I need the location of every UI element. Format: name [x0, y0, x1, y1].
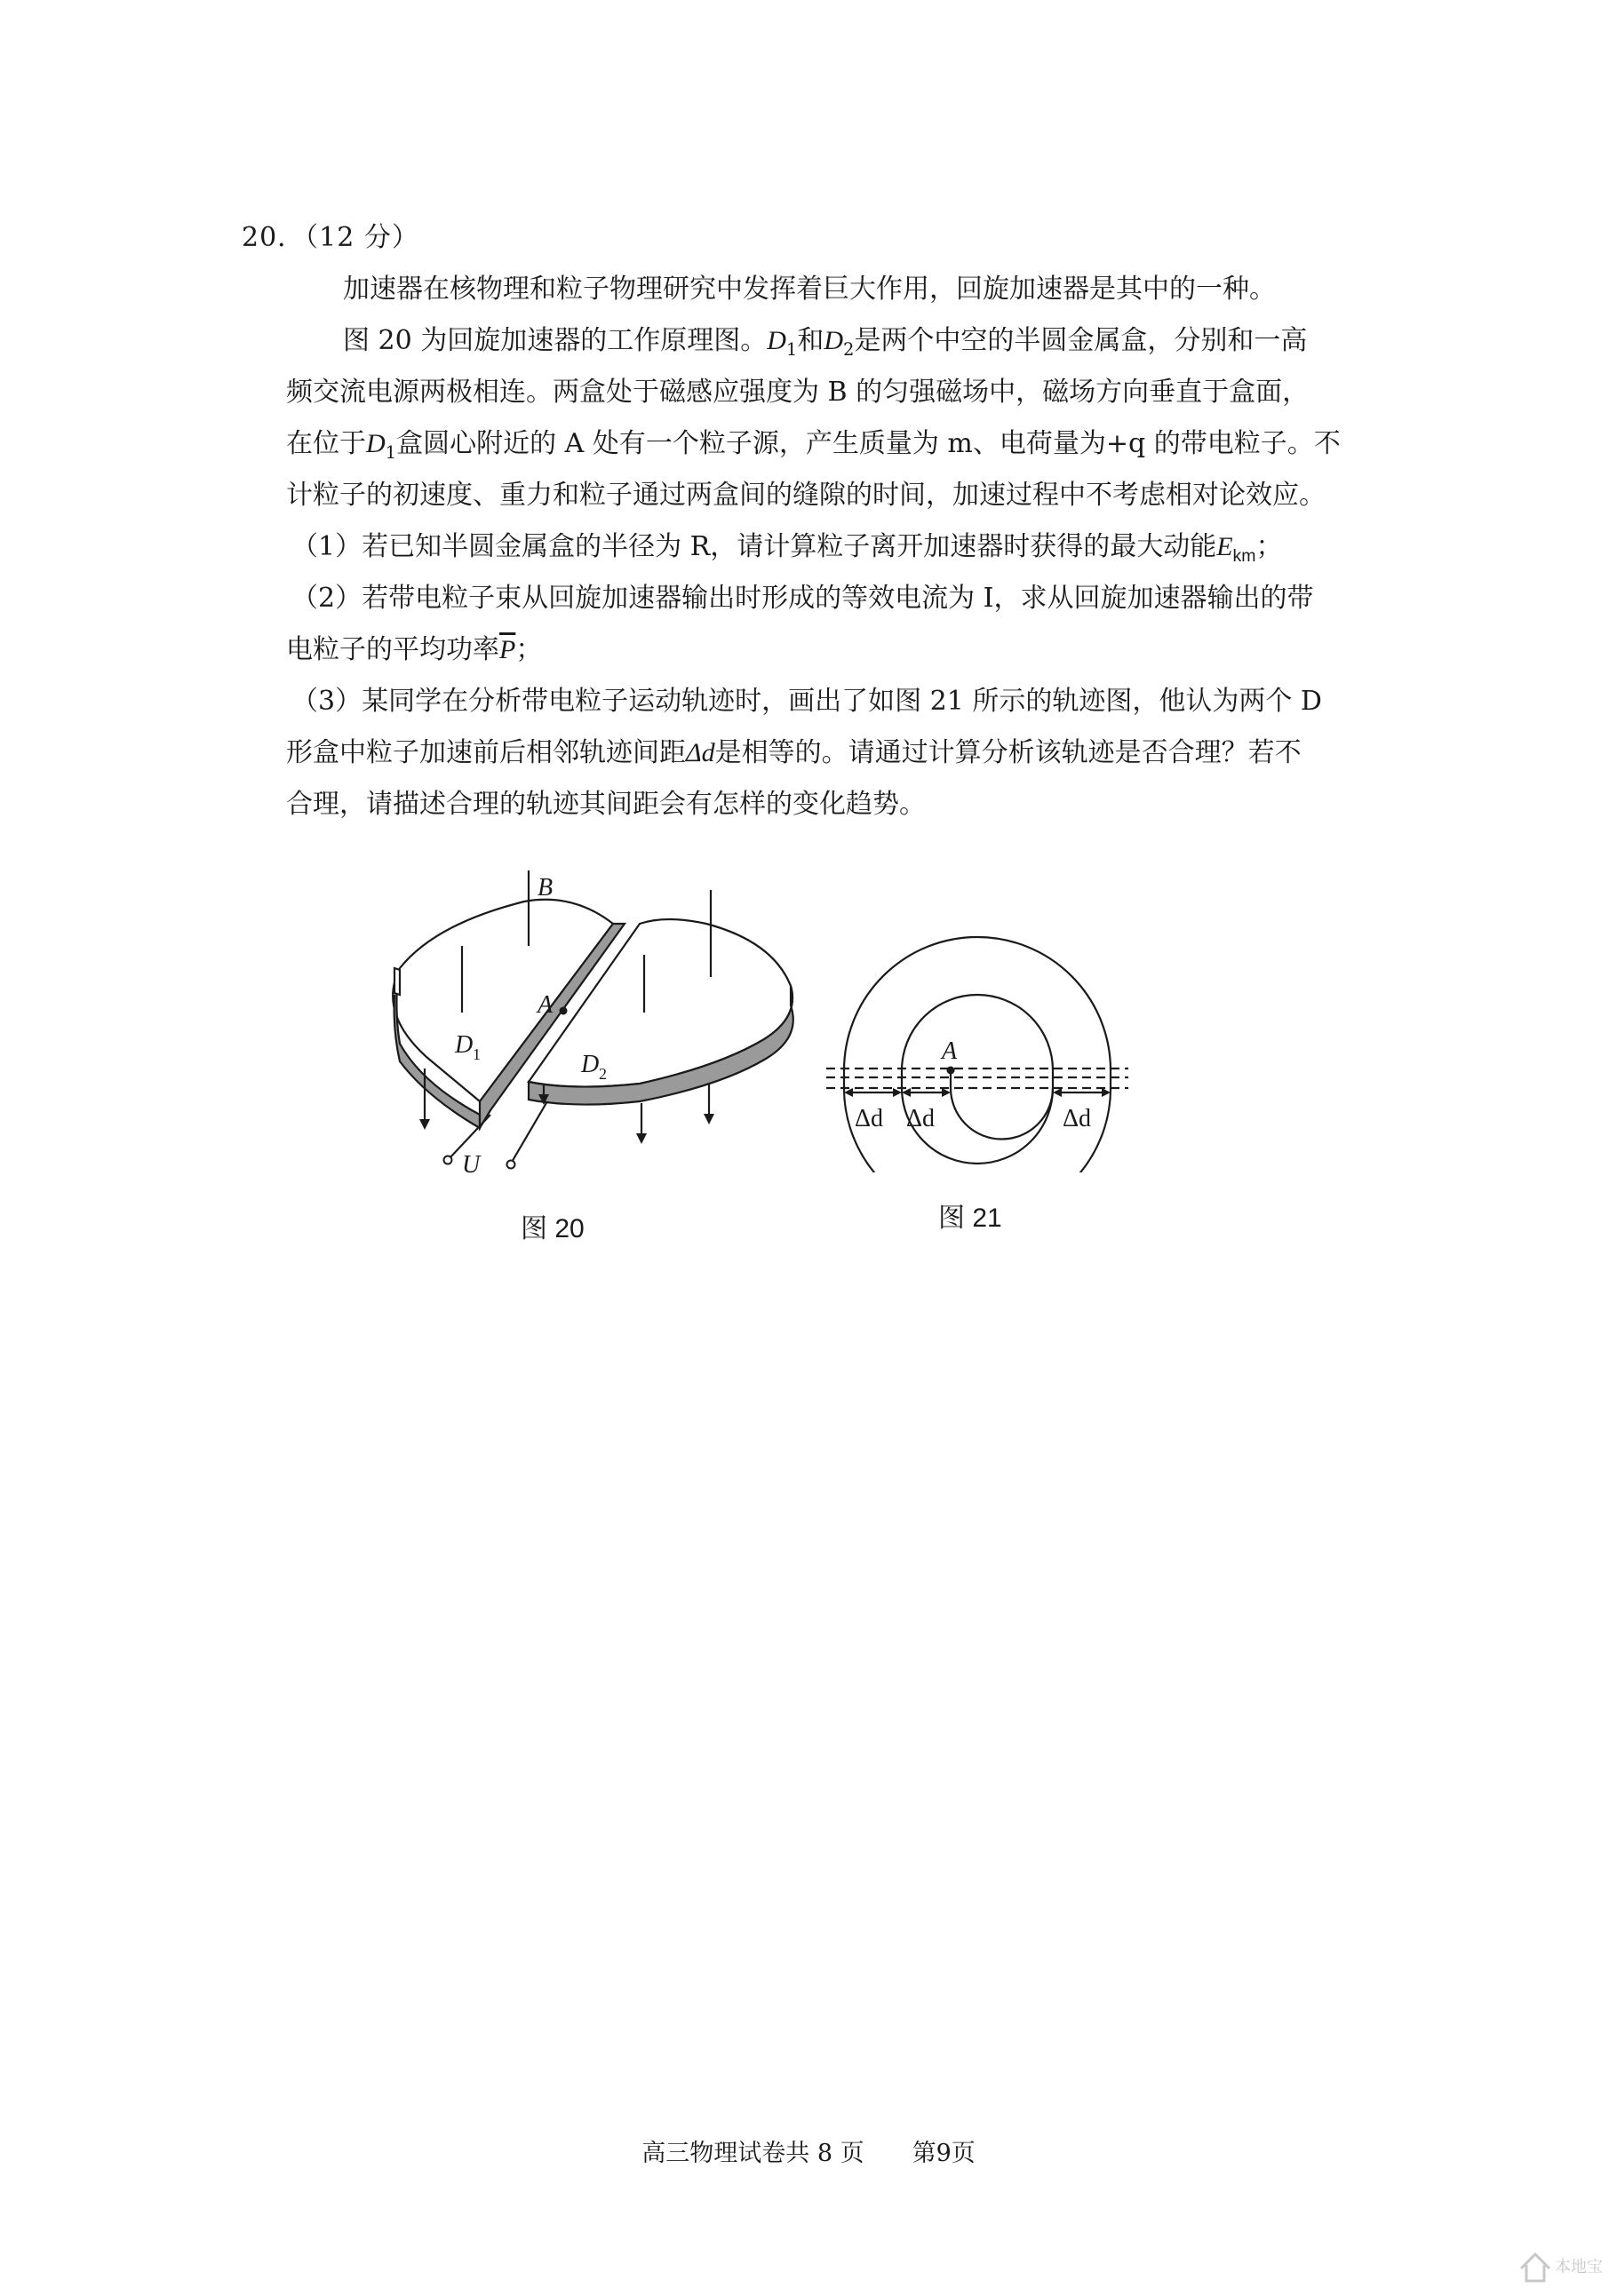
- fig21-label-dd-3: Δd: [1063, 1105, 1092, 1132]
- part-2-line-2: 电粒子的平均功率$\overline{P}$；: [286, 634, 543, 665]
- figure-21-caption: 图 21: [938, 1204, 1002, 1233]
- desc-line-1: 图 20 为回旋加速器的工作原理图。$D_1$和$D_2$是两个中空的半圆金属盒，分别和一高: [343, 325, 1308, 360]
- fig20-label-B: B: [538, 874, 554, 902]
- part-2-line-1: （2）若带电粒子束从回旋加速器输出时形成的等效电流为 I，求从回旋加速器输出的带: [291, 583, 1314, 614]
- fig21-label-A: A: [942, 1037, 958, 1065]
- fig20-label-D1: D: [455, 1031, 474, 1059]
- fig21-label-dd-1: Δd: [855, 1105, 884, 1132]
- figure-21-trajectory: [817, 888, 1137, 1172]
- desc-line-4: 计粒子的初速度、重力和粒子通过两盒间的缝隙的时间，加速过程中不考虑相对论效应。: [286, 480, 1326, 511]
- desc-line-2: 频交流电源两极相连。两盒处于磁感应强度为 B 的匀强磁场中，磁场方向垂直于盒面，: [286, 377, 1310, 408]
- part-3-line-1: （3）某同学在分析带电粒子运动轨迹时，画出了如图 21 所示的轨迹图，他认为两个 D: [291, 686, 1322, 717]
- fig20-label-D1-sub: 1: [473, 1045, 481, 1063]
- fig21-label-dd-2: Δd: [906, 1105, 936, 1132]
- intro-line: 加速器在核物理和粒子物理研究中发挥着巨大作用，回旋加速器是其中的一种。: [343, 274, 1276, 305]
- fig20-label-U: U: [462, 1151, 481, 1179]
- fig20-label-D2-sub: 2: [599, 1065, 607, 1083]
- question-header: 20．（12 分）: [242, 222, 419, 253]
- part-3-line-2: 形盒中粒子加速前后相邻轨迹间距Δd是相等的。请通过计算分析该轨迹是否合理？若不: [286, 737, 1302, 768]
- house-icon: [1517, 2245, 1606, 2288]
- desc-line-3: 在位于$D_1$盒圆心附近的 A 处有一个粒子源，产生质量为 m、电荷量为+q 的带电粒子。不: [286, 428, 1341, 463]
- figure-20-cyclotron: [373, 862, 817, 1181]
- fig20-label-A: A: [538, 991, 554, 1019]
- fig20-label-D2: D: [581, 1051, 600, 1078]
- watermark-text: 本地宝: [1555, 2258, 1603, 2276]
- watermark-logo: [1517, 2245, 1606, 2288]
- figure-20-caption: 图 20: [521, 1214, 585, 1243]
- part-1: （1）若已知半圆金属盒的半径为 R，请计算粒子离开加速器时获得的最大动能$E_{km}$；: [291, 531, 1283, 566]
- page-footer: 高三物理试卷共 8 页 第9页: [641, 2140, 976, 2167]
- part-3-line-3: 合理，请描述合理的轨迹其间距会有怎样的变化趋势。: [286, 789, 926, 820]
